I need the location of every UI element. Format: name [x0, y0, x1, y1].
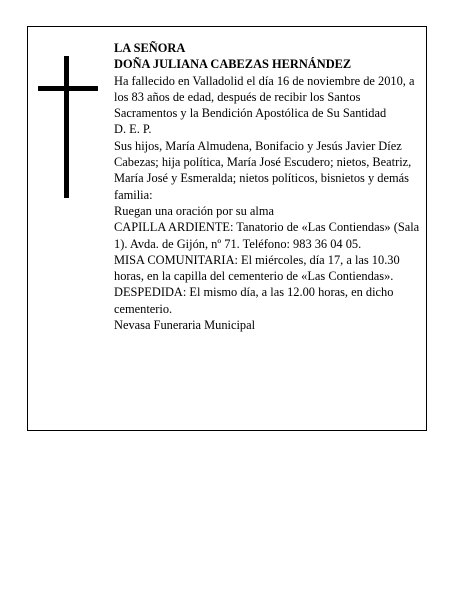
deceased-name: DOÑA JULIANA CABEZAS HERNÁNDEZ: [114, 57, 352, 72]
rip-line: D. E. P.: [114, 122, 152, 137]
obituary-text: [114, 40, 420, 333]
latin-cross-icon: [38, 56, 98, 198]
prayer-request: Ruegan una oración por su alma: [114, 203, 274, 218]
chapel-info: CAPILLA ARDIENTE: Tanatorio de «Las Contiendas» (Sala 1). Avda. de Gijón, nº 71. Teléfono: 983 36 04 05.: [114, 220, 420, 251]
farewell-info: DESPEDIDA: El mismo día, a las 12.00 horas, en dicho cementerio.: [114, 285, 394, 316]
title-line: LA SEÑORA: [114, 41, 186, 55]
funeral-home: Nevasa Funeraria Municipal: [114, 318, 256, 333]
family-list: Sus hijos, María Almudena, Bonifacio y Jesús Javier Díez Cabezas; hija política, María José Escudero; nietos, Beatriz, María José y Esmeralda; nietos políticos, bisnietos y demás familia:: [114, 138, 412, 202]
death-announcement: Ha fallecido en Valladolid el día 16 de noviembre de 2010, a los 83 años de edad, después de recibir los Santos Sacramentos y la Bendición Apostólica de Su Santidad: [114, 73, 415, 121]
mass-info: MISA COMUNITARIA: El miércoles, día 17, a las 10.30 horas, en la capilla del cementerio de «Las Contiendas».: [114, 252, 400, 284]
cross-vertical-bar: [64, 56, 69, 198]
cross-horizontal-bar: [38, 86, 98, 91]
